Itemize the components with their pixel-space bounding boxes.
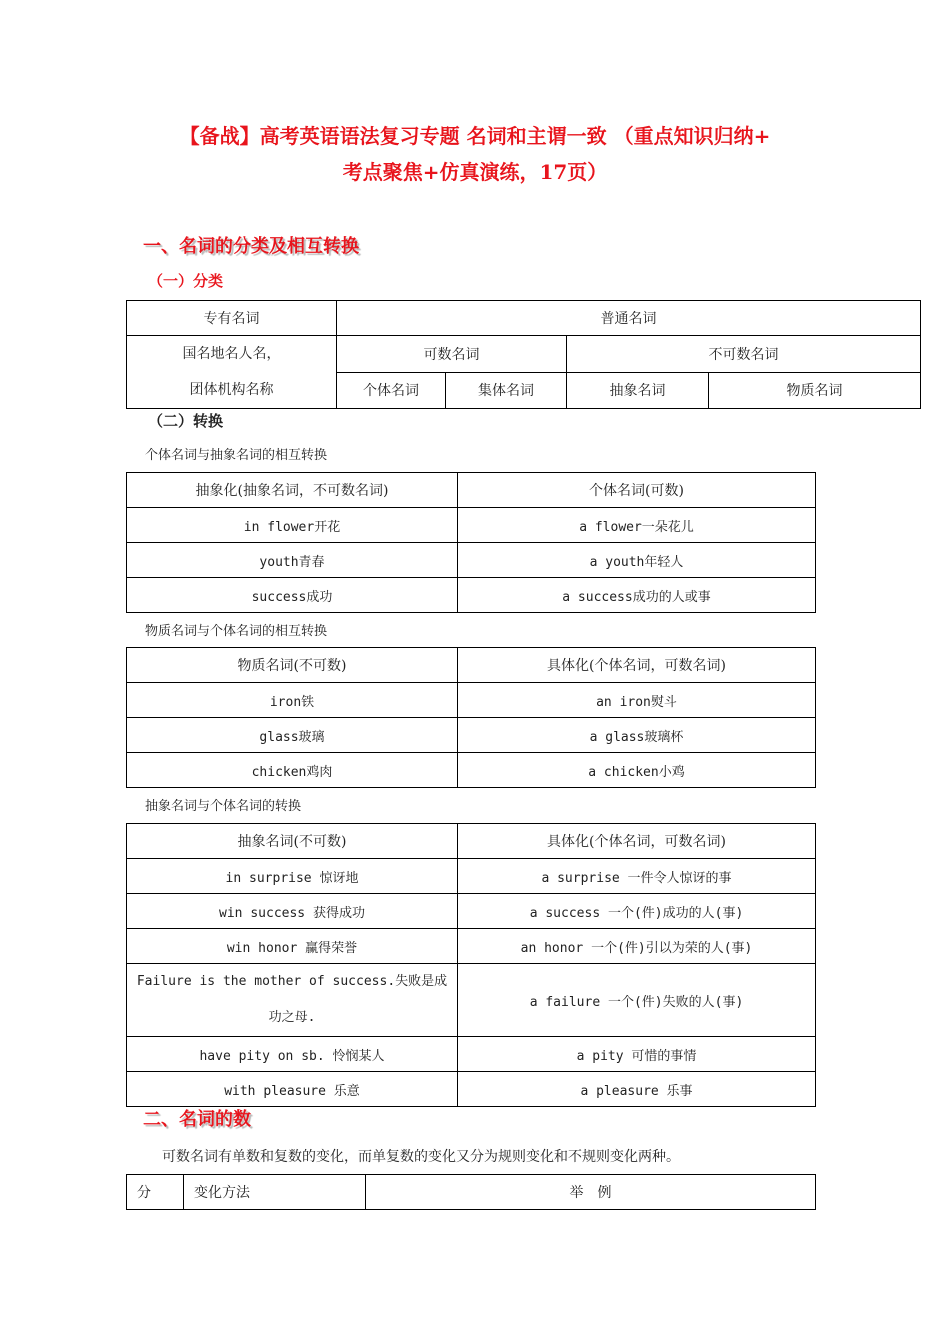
section-heading-2: 二、名词的数 (143, 1109, 251, 1130)
table-cell: a pity 可惜的事情 (458, 1037, 816, 1072)
classification-table (126, 300, 921, 409)
table-cell: success成功 (127, 578, 458, 613)
section-heading-1: 一、名词的分类及相互转换 (143, 236, 359, 257)
table-cell: an iron熨斗 (458, 683, 816, 718)
conversion-table-3 (126, 823, 816, 1107)
table1-caption: 个体名词与抽象名词的相互转换 (145, 448, 328, 463)
uncountable-noun-cell: 不可数名词 (567, 336, 921, 373)
table-cell: iron铁 (127, 683, 458, 718)
table-cell: a surprise 一件令人惊讶的事 (458, 859, 816, 894)
document-title (100, 118, 850, 190)
table-cell: chicken鸡肉 (127, 753, 458, 788)
table-cell: youth青春 (127, 543, 458, 578)
abstract-noun-cell: 抽象名词 (567, 372, 709, 409)
common-noun-cell: 普通名词 (337, 301, 921, 336)
collective-noun-cell: 集体名词 (446, 372, 567, 409)
table-cell: a success成功的人或事 (458, 578, 816, 613)
table-cell: Failure is the mother of success.失败是成功之母. (127, 964, 458, 1037)
table-cell: a glass玻璃杯 (458, 718, 816, 753)
table3-header-right: 具体化(个体名词，可数名词) (458, 824, 816, 859)
subheading-classification: （一）分类 (148, 272, 224, 290)
table-cell: an honor 一个(件)引以为荣的人(事) (458, 929, 816, 964)
table-cell: win success 获得成功 (127, 894, 458, 929)
table3-header-left: 抽象名词(不可数) (127, 824, 458, 859)
table-cell: a success 一个(件)成功的人(事) (458, 894, 816, 929)
table4-header-category: 分 (127, 1175, 184, 1210)
table4-header-example: 举 例 (366, 1175, 816, 1210)
table2-header-left: 物质名词(不可数) (127, 648, 458, 683)
proper-noun-cell: 专有名词 (127, 301, 337, 336)
table1-header-right: 个体名词(可数) (458, 473, 816, 508)
table-cell: in flower开花 (127, 508, 458, 543)
table-cell: a flower一朵花儿 (458, 508, 816, 543)
table4-header-method: 变化方法 (184, 1175, 366, 1210)
table2-caption: 物质名词与个体名词的相互转换 (145, 624, 328, 639)
table-cell: a failure 一个(件)失败的人(事) (458, 964, 816, 1037)
table1-header-left: 抽象化(抽象名词，不可数名词) (127, 473, 458, 508)
table-cell: win honor 赢得荣誉 (127, 929, 458, 964)
table-cell: in surprise 惊讶地 (127, 859, 458, 894)
individual-noun-cell: 个体名词 (337, 372, 446, 409)
countable-noun-cell: 可数名词 (337, 336, 567, 373)
conversion-table-1 (126, 472, 816, 613)
table-cell: a youth年轻人 (458, 543, 816, 578)
plural-rules-table (126, 1174, 816, 1210)
table-cell: a chicken小鸡 (458, 753, 816, 788)
table-cell: with pleasure 乐意 (127, 1072, 458, 1107)
plural-intro-paragraph: 可数名词有单数和复数的变化，而单复数的变化又分为规则变化和不规则变化两种。 (162, 1149, 680, 1165)
title-line-2: 考点聚焦+仿真演练，17页） (342, 160, 608, 184)
subheading-conversion: （二）转换 (148, 412, 224, 430)
table-cell: glass玻璃 (127, 718, 458, 753)
material-noun-cell: 物质名词 (709, 372, 921, 409)
proper-noun-description: 国名地名人名， 团体机构名称 (127, 336, 337, 409)
table-cell: a pleasure 乐事 (458, 1072, 816, 1107)
table3-caption: 抽象名词与个体名词的转换 (145, 799, 302, 814)
table2-header-right: 具体化(个体名词，可数名词) (458, 648, 816, 683)
title-line-1: 【备战】高考英语语法复习专题 名词和主谓一致 （重点知识归纳+ (179, 124, 771, 148)
table-cell: have pity on sb. 怜悯某人 (127, 1037, 458, 1072)
conversion-table-2 (126, 647, 816, 788)
